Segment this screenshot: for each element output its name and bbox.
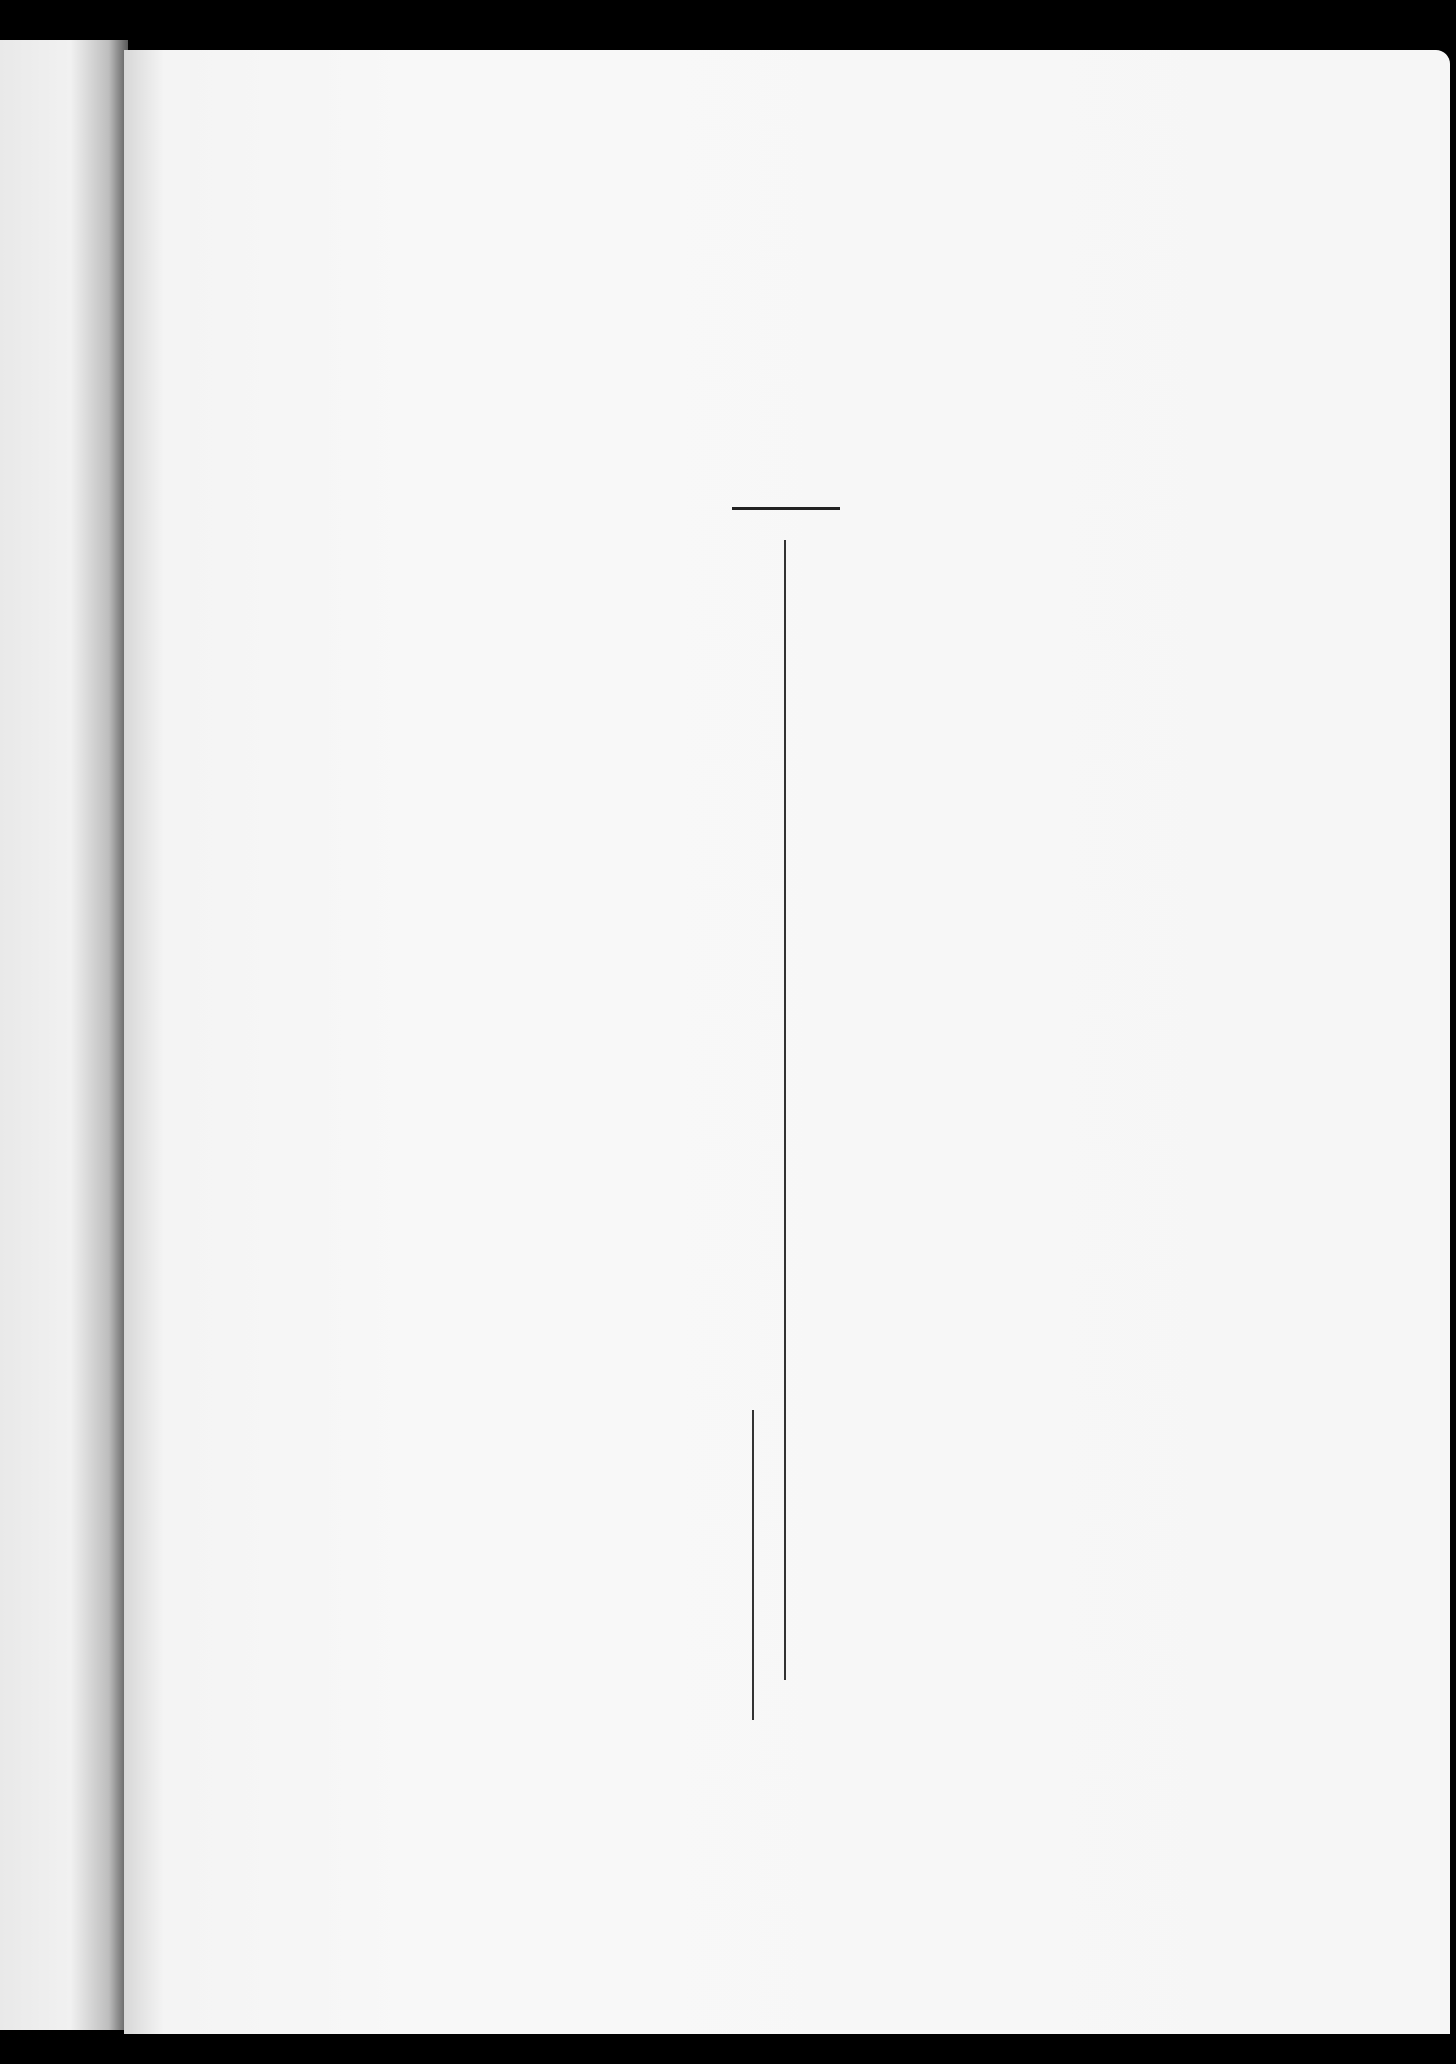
title-rule [732,507,840,510]
column-divider [784,540,786,1680]
index-page [124,50,1450,2034]
column-divider-lower [752,1410,754,1720]
facing-page-edge [0,40,128,2030]
